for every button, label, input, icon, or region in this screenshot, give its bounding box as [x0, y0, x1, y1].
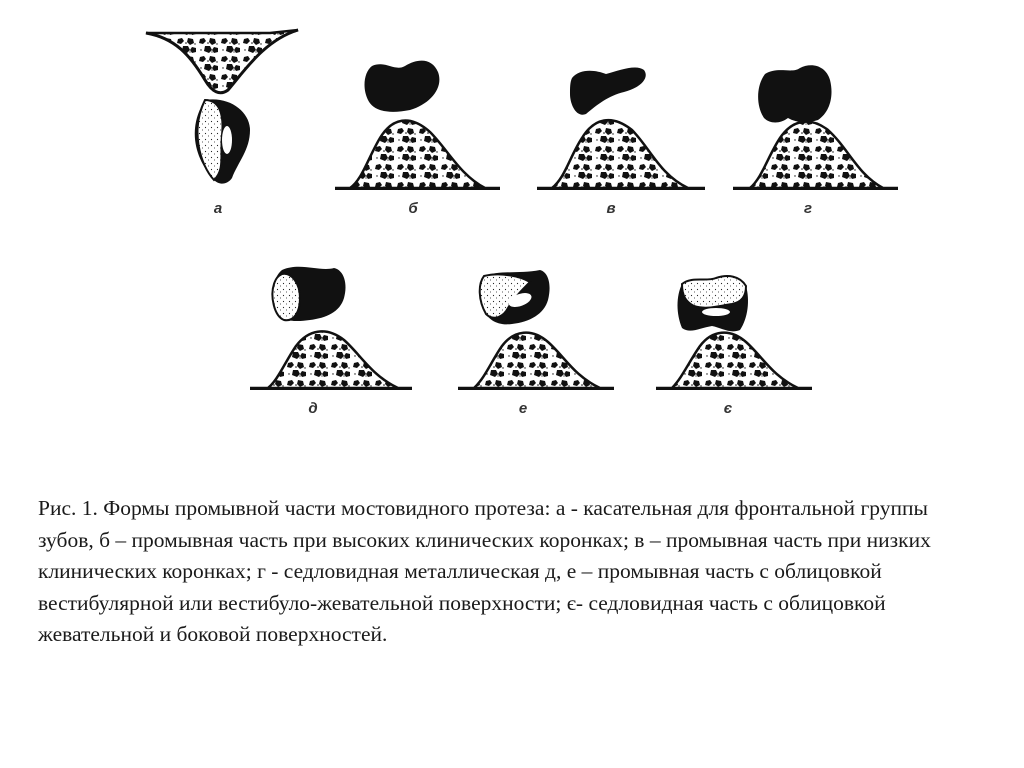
- panel-label-ye: є: [723, 400, 733, 417]
- panel-e-drawing: [458, 270, 614, 389]
- panel-label-e: е: [518, 400, 528, 417]
- panel-label-a: а: [213, 200, 223, 217]
- panel-g-drawing: [733, 65, 898, 189]
- panel-label-g: г: [803, 200, 813, 217]
- panel-b-drawing: [335, 61, 500, 189]
- panel-label-b: б: [408, 200, 418, 217]
- panel-ye-drawing: [656, 276, 812, 389]
- panel-d-drawing: [250, 267, 412, 389]
- panel-label-v: в: [606, 200, 616, 217]
- panel-label-d: д: [308, 400, 318, 417]
- figure-caption: Рис. 1. Формы промывной части мостовидного протеза: а - касательная для фронтальной группы зубов, б – промывная часть при высоких клинических коронках; в – промывная часть при низких клинических коронках; г - седловидная металлическая д, е – промывная часть с облицовкой вестибулярной или вестибуло-жевательной поверхности; є- седловидная часть с облицовкой жевательной и боковой поверхностей.: [38, 496, 931, 646]
- panel-a-drawing: [146, 30, 298, 184]
- panel-v-drawing: [537, 67, 705, 189]
